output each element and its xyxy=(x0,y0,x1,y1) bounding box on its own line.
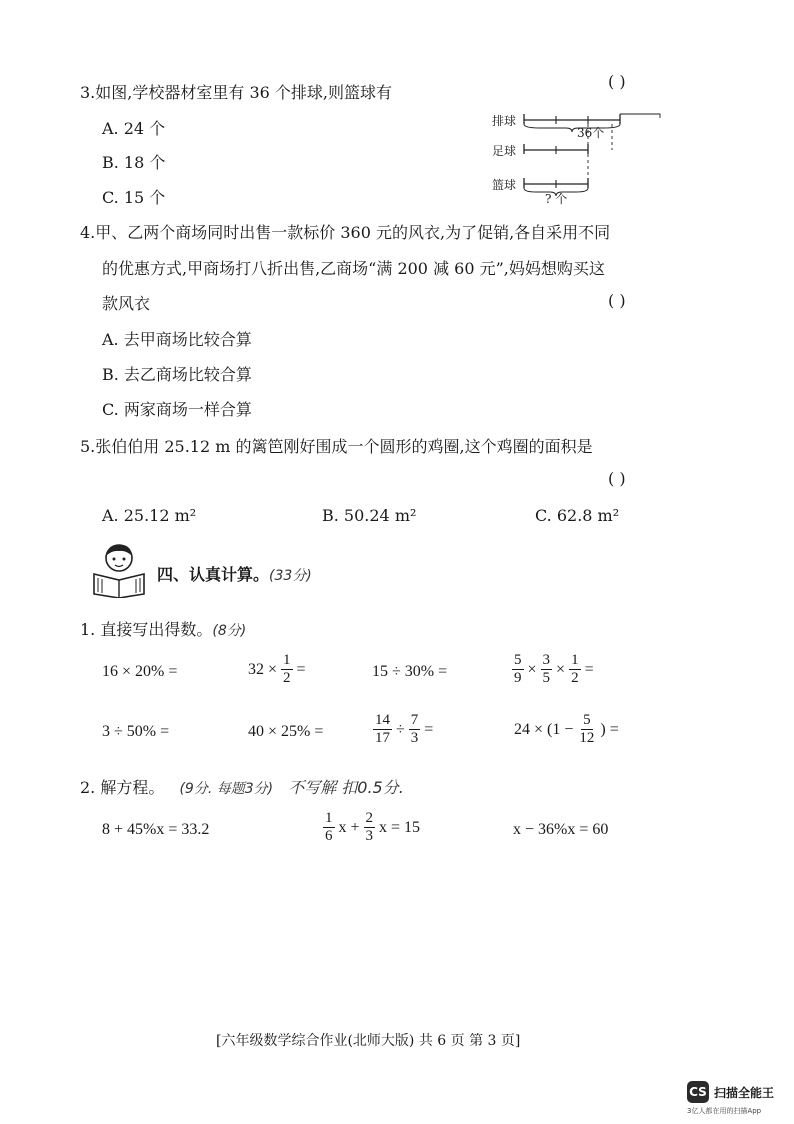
q5-text: 5.张伯伯用 25.12 m 的篱笆刚好围成一个圆形的鸡圈,这个鸡圈的面积是 xyxy=(80,437,593,456)
q4-line1: 4.甲、乙两个商场同时出售一款标价 360 元的风衣,为了促销,各自采用不同 xyxy=(80,223,611,242)
diagram-label-football: 足球 xyxy=(492,144,517,158)
calc-1-3: 15 ÷ 30% = xyxy=(372,663,448,680)
page-footer: [六年级数学综合作业(北师大版) 共 6 页 第 3 页] xyxy=(216,1033,521,1049)
scanner-watermark xyxy=(687,1081,774,1103)
watermark-tagline: 3亿人都在用的扫描App xyxy=(687,1107,762,1115)
q3-option-b[interactable]: B. 18 个 xyxy=(102,153,166,172)
q5-option-a[interactable]: A. 25.12 m² xyxy=(102,506,197,525)
calc-1-2: 32 × $\frac{1}{2}$ = xyxy=(248,652,306,686)
part1-score-note: (8分) xyxy=(212,623,247,639)
equation-2: $\frac{1}{6}$ x + $\frac{2}{3}$ x = 15 xyxy=(325,810,421,844)
part2-deduction-note: 不写解 扣0.5分. xyxy=(288,778,404,797)
q4-option-c[interactable]: C. 两家商场一样合算 xyxy=(102,400,252,419)
q4-answer-paren[interactable]: ( ) xyxy=(608,291,626,310)
equation-1: 8 + 45%x = 33.2 xyxy=(102,821,210,838)
q5-option-b[interactable]: B. 50.24 m² xyxy=(322,506,417,525)
scanner-logo-icon: CS xyxy=(687,1081,709,1103)
part2-label: 2. 解方程。 (9分. 每题3分) 不写解 扣0.5分. xyxy=(80,778,404,797)
calc-2-3: $\frac{14}{17}$ ÷ $\frac{7}{3}$ = xyxy=(375,712,434,746)
part2-score-note: (9分. 每题3分) xyxy=(179,781,274,797)
reading-child-icon xyxy=(88,540,150,598)
q4-line3: 款风衣 xyxy=(102,294,151,313)
q3-answer-paren[interactable]: ( ) xyxy=(608,72,626,91)
q4-option-a[interactable]: A. 去甲商场比较合算 xyxy=(102,330,252,349)
q5-answer-paren[interactable]: ( ) xyxy=(608,469,626,488)
diagram-label-basketball: 篮球 xyxy=(492,178,517,192)
section4-title: 四、认真计算。(33分) xyxy=(157,565,312,584)
diagram-label-volleyball: 排球 xyxy=(492,114,517,128)
diagram-lines xyxy=(520,108,670,198)
watermark-brand: 扫描全能王 xyxy=(714,1085,775,1100)
diagram-label-question: ? 个 xyxy=(545,192,568,206)
equation-3: x − 36%x = 60 xyxy=(513,821,609,838)
calc-2-2: 40 × 25% = xyxy=(248,723,324,740)
q4-line2: 的优惠方式,甲商场打八折出售,乙商场“满 200 减 60 元”,妈妈想购买这 xyxy=(102,259,605,278)
calc-1-4: $\frac{5}{9}$ × $\frac{3}{5}$ × $\frac{1}{2}$ = xyxy=(514,652,594,686)
calc-2-1: 3 ÷ 50% = xyxy=(102,723,170,740)
q3-option-a[interactable]: A. 24 个 xyxy=(102,119,166,138)
q5-option-c[interactable]: C. 62.8 m² xyxy=(535,506,620,525)
part1-label: 1. 直接写出得数。(8分) xyxy=(80,620,247,639)
diagram-label-36: 36个 xyxy=(577,126,605,140)
q4-option-b[interactable]: B. 去乙商场比较合算 xyxy=(102,365,252,384)
q3-text: 3.如图,学校器材室里有 36 个排球,则篮球有 xyxy=(80,83,392,102)
section4-score-note: (33分) xyxy=(269,568,312,584)
calc-1-1: 16 × 20% = xyxy=(102,663,178,680)
calc-2-4: 24 × (1 − $\frac{5}{12}$ ) = xyxy=(514,712,619,746)
q3-option-c[interactable]: C. 15 个 xyxy=(102,188,166,207)
